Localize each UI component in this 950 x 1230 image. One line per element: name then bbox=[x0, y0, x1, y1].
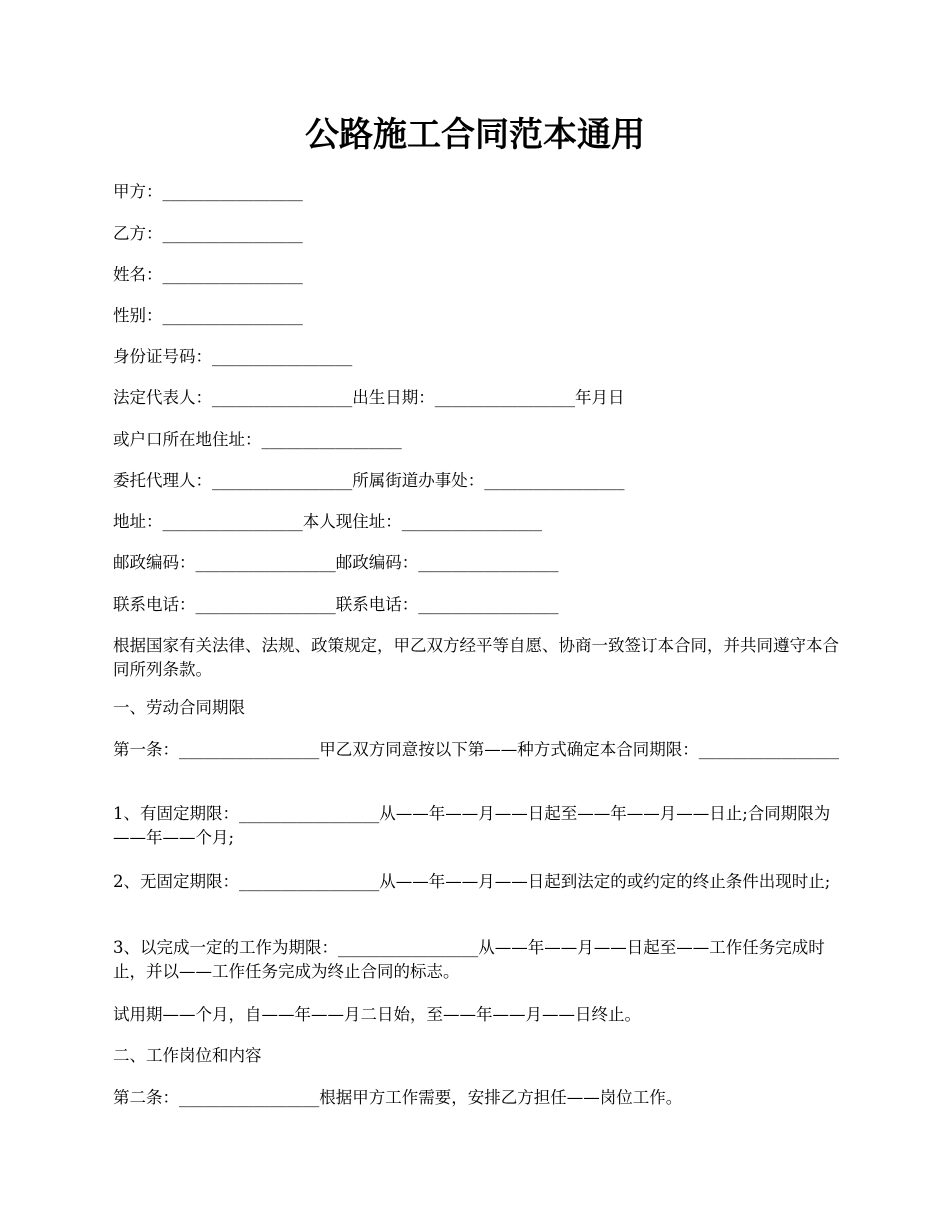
preamble-paragraph: 根据国家有关法律、法规、政策规定，甲乙双方经平等自愿、协商一致签订本合同，并共同遵守本合同所列条款。 bbox=[113, 636, 839, 679]
document-title: 公路施工合同范本通用 bbox=[305, 115, 645, 155]
phone-line: 联系电话：_________________联系电话：_________________ bbox=[113, 595, 559, 614]
address-line: 地址：_________________本人现住址：_________________ bbox=[113, 512, 542, 531]
gender-line: 性别：_________________ bbox=[113, 306, 303, 325]
legal-rep-line: 法定代表人：_________________出生日期：_________________年月日 bbox=[113, 388, 625, 407]
task-term-paragraph: 3、以完成一定的工作为期限：_________________从——年——月——日起至——工作任务完成时止，并以——工作任务完成为终止合同的标志。 bbox=[113, 938, 825, 981]
article-two-line: 第二条：_________________根据甲方工作需要，安排乙方担任——岗位工作。 bbox=[113, 1088, 683, 1107]
open-term-paragraph: 2、无固定期限：_________________从——年——月——日起到法定的或约定的终止条件出现时止; bbox=[113, 872, 831, 891]
section-heading-term: 一、劳动合同期限 bbox=[113, 698, 245, 717]
name-line: 姓名：_________________ bbox=[113, 265, 303, 284]
article-one-paragraph: 第一条：_________________甲乙双方同意按以下第——种方式确定本合同期限：_________________ bbox=[113, 740, 839, 759]
party-a-line: 甲方：_________________ bbox=[113, 182, 303, 201]
agent-line: 委托代理人：_________________所属街道办事处：_________________ bbox=[113, 471, 625, 490]
party-b-line: 乙方：_________________ bbox=[113, 224, 303, 243]
household-address-line: 或户口所在地住址：_________________ bbox=[113, 430, 402, 449]
postal-code-line: 邮政编码：_________________邮政编码：_________________ bbox=[113, 553, 559, 572]
probation-line: 试用期——个月，自——年——月二日始，至——年——月——日终止。 bbox=[113, 1005, 641, 1024]
id-number-line: 身份证号码：_________________ bbox=[113, 347, 353, 366]
section-heading-position: 二、工作岗位和内容 bbox=[113, 1046, 262, 1065]
fixed-term-paragraph: 1、有固定期限：_________________从——年——月——日起至——年——月——日止;合同期限为——年——个月; bbox=[113, 804, 831, 847]
